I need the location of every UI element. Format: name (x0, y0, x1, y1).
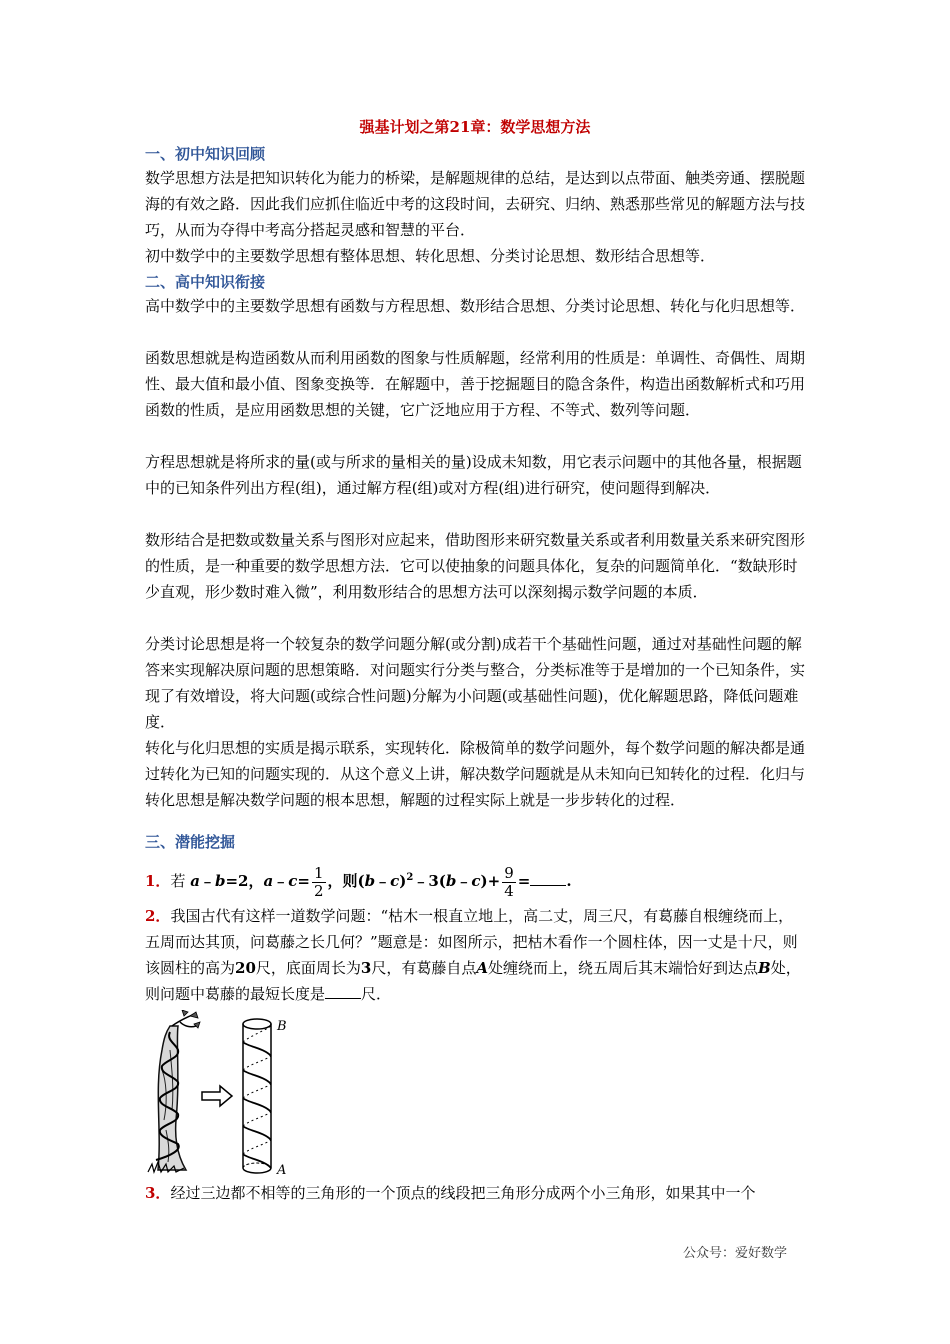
paragraph: 分类讨论思想是将一个较复杂的数学问题分解(或分割)成若干个基础性问题，通过对基础性问题的解答来实现解决原问题的思想策略．对问题实行分类与整合，分类标准等于是增加的一个已知条件，实现了有效增设，将大问题(或综合性问题)分解为小问题(或基础性问题)，优化解题思路，降低问题难度． (145, 635, 806, 731)
text: 若 (170, 872, 191, 890)
fraction-denominator: 2 (313, 881, 324, 900)
label-b: B (277, 1019, 287, 1034)
text: 尺，底面周长为 (255, 959, 361, 977)
answer-blank[interactable] (530, 871, 566, 886)
cylinder-bottom (243, 1168, 271, 1173)
text: . (566, 872, 572, 890)
var-c: c (288, 872, 298, 890)
right-arrow-icon (202, 1086, 232, 1106)
cylinder-top (243, 1019, 271, 1029)
text: 经过三边都不相等的三角形的一个顶点的线段把三角形分成两个小三角形，如果其中一个 (170, 1184, 756, 1202)
fraction-numerator: 9 (504, 863, 514, 882)
section-heading-review: 一、初中知识回顾 (145, 145, 266, 163)
text: 处，则问题中葛藤的最短长度是 (145, 959, 801, 1003)
tree-cylinder-figure (140, 1010, 310, 1184)
number: 3 (360, 959, 372, 977)
text: 处缠绕而上，绕五周后其末端恰好到达点 (488, 959, 759, 977)
exponent: 2 (406, 872, 414, 883)
fraction-denominator: 4 (504, 881, 514, 900)
paragraph: 初中数学中的主要数学思想有整体思想、转化思想、分类讨论思想、数形结合思想等． (145, 247, 716, 265)
var-b: b (364, 872, 376, 890)
var-c: c (471, 872, 481, 890)
helix-front (243, 1042, 271, 1168)
text: ﹣ (456, 872, 472, 890)
text: ﹣ (199, 872, 215, 890)
text: =2， (225, 872, 264, 890)
page-title: 强基计划之第21章：数学思想方法 (359, 118, 591, 136)
var-b: b (214, 872, 226, 890)
point-a: A (476, 959, 488, 977)
text: ﹣3( (413, 872, 446, 890)
tree-trunk (158, 1026, 186, 1170)
number: 20 (235, 959, 256, 977)
paragraph: 高中数学中的主要数学思想有函数与方程思想、数形结合思想、分类讨论思想、转化与化归思想等． (145, 297, 806, 315)
answer-blank[interactable] (325, 984, 361, 999)
text: 我国古代有这样一道数学问题：“枯木一根直立地上，高二丈，周三尺，有葛藤自根缠绕而上，五周而达其顶，问葛藤之长几何？”题意是：如图所示，把枯木看作一个圆柱体，因一丈是十尺，则该圆柱的高为 (145, 907, 798, 977)
question-3 (145, 1180, 805, 1206)
section-heading-connection: 二、高中知识衔接 (145, 273, 266, 291)
text: ﹣ (375, 872, 391, 890)
paragraph: 转化与化归思想的实质是揭示联系，实现转化．除极简单的数学问题外，每个数学问题的解决都是通过转化为已知的问题实现的．从这个意义上讲，解决数学问题就是从未知向已知转化的过程．化归与转化思想是解决数学问题的根本思想，解题的过程实际上就是一步步转化的过程． (145, 739, 806, 809)
text: 尺，有葛藤自点 (371, 959, 477, 977)
section-heading-potential: 三、潜能挖掘 (145, 833, 236, 851)
text: ﹣ (273, 872, 289, 890)
label-a: A (277, 1163, 287, 1178)
text: ，则( (327, 872, 365, 890)
var-a: a (190, 872, 200, 890)
question-number: 2． (145, 907, 171, 925)
question-number: 3． (145, 1184, 171, 1202)
fraction-numerator: 1 (313, 863, 324, 882)
figure-drawing (140, 1010, 310, 1180)
fraction-one-half (312, 865, 326, 900)
paragraph: 数形结合是把数或数量关系与图形对应起来，借助图形来研究数量关系或者利用数量关系来研究图形的性质，是一种重要的数学思想方法．它可以使抽象的问题具体化，复杂的问题简单化．“数缺形时少直观，形少数时难入微”，利用数形结合的思想方法可以深刻揭示数学问题的本质． (145, 531, 806, 601)
footer-watermark: 公众号：爱好数学 (683, 1246, 788, 1261)
var-b: b (445, 872, 457, 890)
var-c: c (390, 872, 400, 890)
paragraph: 方程思想就是将所求的量(或与所求的量相关的量)设成未知数，用它表示问题中的其他各量，根据题中的已知条件列出方程(组)，通过解方程(组)或对方程(组)进行研究，使问题得到解决． (145, 453, 802, 497)
question-number: 1． (145, 872, 171, 890)
fraction-nine-fourths (502, 865, 516, 900)
text: = (517, 872, 531, 890)
paragraph: 数学思想方法是把知识转化为能力的桥梁，是解题规律的总结，是达到以点带面、触类旁通、摆脱题海的有效之路．因此我们应抓住临近中考的这段时间，去研究、归纳、熟悉那些常见的解题方法与技巧，从而为夺得中考高分搭起灵感和智慧的平台． (145, 169, 806, 239)
paragraph: 函数思想就是构造函数从而利用函数的图象与性质解题，经常利用的性质是：单调性、奇偶性、周期性、最大值和最小值、图象变换等．在解题中，善于挖掘题目的隐含条件，构造出函数解析式和巧用函数的性质，是应用函数思想的关键，它广泛地应用于方程、不等式、数列等问题． (145, 349, 806, 419)
question-1 (145, 856, 805, 903)
var-a: a (263, 872, 274, 890)
question-2 (145, 903, 805, 1007)
point-b: B (758, 959, 771, 977)
text: 尺． (361, 985, 392, 1003)
text: = (297, 872, 310, 890)
text: ) (399, 872, 407, 890)
text: )+ (480, 872, 501, 890)
